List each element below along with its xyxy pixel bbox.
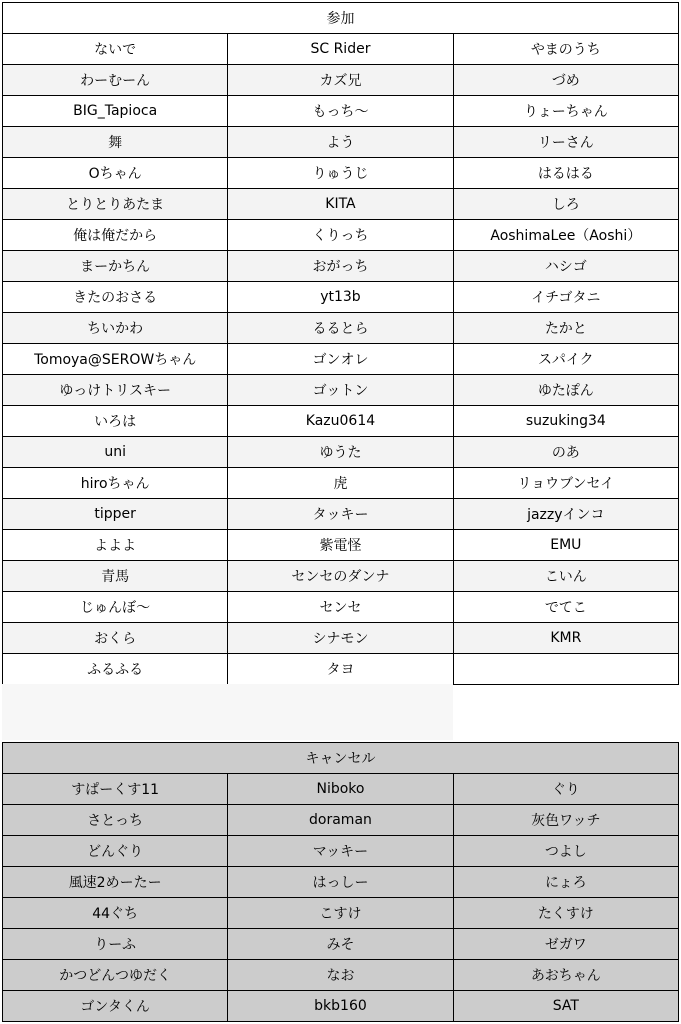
table-row xyxy=(3,96,679,127)
table-cell: 風速2めーたー xyxy=(3,867,228,898)
table-cell: 俺は俺だから xyxy=(3,220,228,251)
table-cell: はるはる xyxy=(453,158,678,189)
table-cell: たくすけ xyxy=(453,898,678,929)
table-cell: ちいかわ xyxy=(3,313,228,344)
table-cell: わーむーん xyxy=(3,65,228,96)
table-cell: センセのダンナ xyxy=(228,561,453,592)
table-cell: jazzyインコ xyxy=(453,499,678,530)
table-row xyxy=(3,406,679,437)
table-row xyxy=(3,805,679,836)
table-cell: こいん xyxy=(453,561,678,592)
table-cell: ゆうた xyxy=(228,437,453,468)
table-row xyxy=(3,34,679,65)
table-cell: ゴンタくん xyxy=(3,991,228,1022)
table-cell: ゆたぽん xyxy=(453,375,678,406)
table-row xyxy=(3,437,679,468)
table-row xyxy=(3,499,679,530)
table-cell: BIG_Tapioca xyxy=(3,96,228,127)
table-cell: 舞 xyxy=(3,127,228,158)
table-row xyxy=(3,65,679,96)
table-cell: uni xyxy=(3,437,228,468)
table-cell: doraman xyxy=(228,805,453,836)
table-row xyxy=(3,960,679,991)
table-cell: hiroちゃん xyxy=(3,468,228,499)
table-cell: マッキー xyxy=(228,836,453,867)
table-row xyxy=(3,530,679,561)
table-cell: Kazu0614 xyxy=(228,406,453,437)
table-row xyxy=(3,375,679,406)
table-cell: みそ xyxy=(228,929,453,960)
table-cell: タヨ xyxy=(228,654,453,685)
table-row xyxy=(3,592,679,623)
table-cell: すぱーくす11 xyxy=(3,774,228,805)
table-row xyxy=(3,654,679,685)
table-cell: 青馬 xyxy=(3,561,228,592)
table-cell: suzuking34 xyxy=(453,406,678,437)
table-row xyxy=(3,623,679,654)
table-cell: ハシゴ xyxy=(453,251,678,282)
participants-table xyxy=(2,2,679,685)
table-cell: ゼガワ xyxy=(453,929,678,960)
table-cell: ふるふる xyxy=(3,654,228,685)
table-cell: Oちゃん xyxy=(3,158,228,189)
table-cell: のあ xyxy=(453,437,678,468)
table-cell: たかと xyxy=(453,313,678,344)
table-cell: リョウブンセイ xyxy=(453,468,678,499)
cancelled-table xyxy=(2,742,679,1022)
table-cell: りゅうじ xyxy=(228,158,453,189)
table-cell: まーかちん xyxy=(3,251,228,282)
table-cell: かつどんつゆだく xyxy=(3,960,228,991)
table-row xyxy=(3,929,679,960)
table-cell: センセ xyxy=(228,592,453,623)
table-cell: ゴットン xyxy=(228,375,453,406)
table-cell: カズ兄 xyxy=(228,65,453,96)
table-cell: やまのうち xyxy=(453,34,678,65)
table-cell: きたのおさる xyxy=(3,282,228,313)
table-cell: りーふ xyxy=(3,929,228,960)
table-cell: SC Rider xyxy=(228,34,453,65)
table-cell: りょーちゃん xyxy=(453,96,678,127)
table-cell: こすけ xyxy=(228,898,453,929)
table-row xyxy=(3,189,679,220)
table-row xyxy=(3,561,679,592)
table-row xyxy=(3,898,679,929)
table-cell: にょろ xyxy=(453,867,678,898)
cancelled-title: キャンセル xyxy=(3,743,679,774)
table-cell: シナモン xyxy=(228,623,453,654)
table-cell: 紫電怪 xyxy=(228,530,453,561)
table-cell: とりとりあたま xyxy=(3,189,228,220)
table-cell: しろ xyxy=(453,189,678,220)
table-cell: おがっち xyxy=(228,251,453,282)
table-cell: つよし xyxy=(453,836,678,867)
table-row xyxy=(3,282,679,313)
table-cell: Niboko xyxy=(228,774,453,805)
table-cell: ぐり xyxy=(453,774,678,805)
table-row xyxy=(3,127,679,158)
table-cell: リーさん xyxy=(453,127,678,158)
table-cell: タッキー xyxy=(228,499,453,530)
table-cell: じゅんぼ〜 xyxy=(3,592,228,623)
table-cell: ゴンオレ xyxy=(228,344,453,375)
table-row xyxy=(3,991,679,1022)
table-cell: ないで xyxy=(3,34,228,65)
table-row xyxy=(3,251,679,282)
table-cell: イチゴタニ xyxy=(453,282,678,313)
table-cell: づめ xyxy=(453,65,678,96)
table-cell: bkb160 xyxy=(228,991,453,1022)
table-cell: yt13b xyxy=(228,282,453,313)
table-cell xyxy=(453,654,678,685)
table-cell: はっしー xyxy=(228,867,453,898)
table-cell: AoshimaLee（Aoshi） xyxy=(453,220,678,251)
table-cell: なお xyxy=(228,960,453,991)
table-cell: るるとら xyxy=(228,313,453,344)
table-row xyxy=(3,836,679,867)
table-cell: 灰色ワッチ xyxy=(453,805,678,836)
table-cell: さとっち xyxy=(3,805,228,836)
table-cell: もっち〜 xyxy=(228,96,453,127)
table-cell: EMU xyxy=(453,530,678,561)
table-cell: おくら xyxy=(3,623,228,654)
participants-title: 参加 xyxy=(3,3,679,34)
table-row xyxy=(3,313,679,344)
table-row xyxy=(3,158,679,189)
table-cell: いろは xyxy=(3,406,228,437)
table-cell: でてこ xyxy=(453,592,678,623)
table-cell: くりっち xyxy=(228,220,453,251)
table-row xyxy=(3,468,679,499)
table-cell: tipper xyxy=(3,499,228,530)
table-cell: よよよ xyxy=(3,530,228,561)
table-cell: 44ぐち xyxy=(3,898,228,929)
table-cell: ゆっけトリスキー xyxy=(3,375,228,406)
table-row xyxy=(3,867,679,898)
table-cell: 虎 xyxy=(228,468,453,499)
table-cell: どんぐり xyxy=(3,836,228,867)
table-row xyxy=(3,774,679,805)
table-cell: よう xyxy=(228,127,453,158)
table-cell: KITA xyxy=(228,189,453,220)
table-row xyxy=(3,344,679,375)
section-spacer xyxy=(2,684,453,740)
table-cell: スパイク xyxy=(453,344,678,375)
table-cell: あおちゃん xyxy=(453,960,678,991)
table-cell: SAT xyxy=(453,991,678,1022)
table-cell: Tomoya@SEROWちゃん xyxy=(3,344,228,375)
table-cell: KMR xyxy=(453,623,678,654)
table-row xyxy=(3,220,679,251)
